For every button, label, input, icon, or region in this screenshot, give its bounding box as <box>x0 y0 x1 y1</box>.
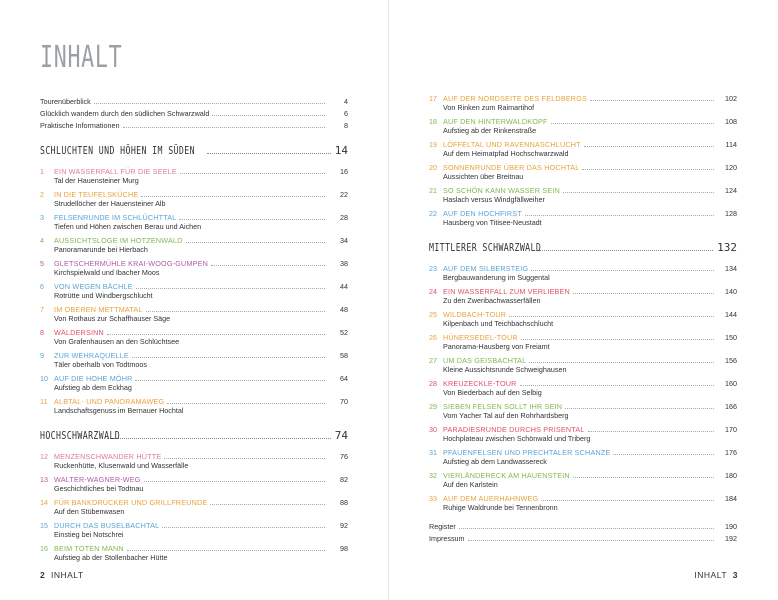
toc-tour-row <box>429 264 737 273</box>
tour-title: SONNENRUNDE ÜBER DAS HOCHTAL <box>443 163 580 172</box>
section-page: 74 <box>334 429 348 442</box>
toc-tour-entry[interactable] <box>429 163 737 181</box>
tour-title: AUSSICHTSLOGE IM HOTZENWALD <box>54 236 183 245</box>
dot-leader <box>135 380 325 381</box>
toc-tour-row <box>429 333 737 342</box>
footer-label: INHALT <box>50 570 84 580</box>
tour-number: 14 <box>40 498 48 507</box>
toc-tour-row <box>429 163 737 172</box>
tour-subtitle: Aufstieg ab der Rinkenstraße <box>443 126 537 135</box>
tour-subtitle: Zu den Zweribachwasserfällen <box>443 296 541 305</box>
toc-tour-row <box>429 356 737 365</box>
tour-title: SO SCHÖN KANN WASSER SEIN <box>443 186 560 195</box>
toc-tour-row <box>429 209 737 218</box>
tour-title: MENZENSCHWANDER HÜTTE <box>54 452 162 461</box>
toc-tour-row <box>40 397 348 406</box>
tour-page: 52 <box>340 328 348 337</box>
toc-tour-row <box>429 402 737 411</box>
section-heading[interactable] <box>40 144 348 157</box>
tour-title: AUF DEN HOCHFIRST <box>443 209 522 218</box>
dot-leader <box>167 403 325 404</box>
toc-front-item[interactable] <box>429 534 737 543</box>
tour-title: KREUZECKLE-TOUR <box>443 379 517 388</box>
dot-leader <box>127 550 325 551</box>
page-footer-right <box>694 570 738 580</box>
tour-page: 22 <box>340 190 348 199</box>
section-page: 132 <box>717 241 737 254</box>
tour-page: 44 <box>340 282 348 291</box>
tour-subtitle: Panoramarunde bei Hierbach <box>54 245 148 254</box>
tour-subtitle: Tal der Hauensteiner Murg <box>54 176 139 185</box>
toc-tour-row <box>40 236 348 245</box>
tour-page: 180 <box>725 471 737 480</box>
tour-page: 120 <box>725 163 737 172</box>
tour-page: 70 <box>340 397 348 406</box>
tour-page: 140 <box>725 287 737 296</box>
tour-title: AUF DEM AUERHAHNWEG <box>443 494 539 503</box>
tour-number: 5 <box>40 259 44 268</box>
tour-title: SIEBEN FELSEN SOLLT IHR SEIN <box>443 402 563 411</box>
tour-title: WALTER-WAGNER-WEG <box>54 475 141 484</box>
dot-leader <box>525 215 714 216</box>
tour-title: FELSENRUNDE IM SCHLÜCHTTAL <box>54 213 177 222</box>
tour-title: BEIM TOTEN MANN <box>54 544 124 553</box>
toc-tour-entry[interactable] <box>429 379 737 397</box>
tour-number: 29 <box>429 402 437 411</box>
toc-tour-row <box>40 328 348 337</box>
tour-title: AUF DEN HINTERWALDKOPF <box>443 117 548 126</box>
tour-number: 11 <box>40 397 48 406</box>
toc-item-title: Tourenüberblick <box>40 97 91 106</box>
dot-leader <box>588 431 714 432</box>
tour-page: 34 <box>340 236 348 245</box>
page-title: INHALT <box>40 40 123 75</box>
tour-page: 170 <box>725 425 737 434</box>
tour-number: 2 <box>40 190 44 199</box>
toc-tour-row <box>429 117 737 126</box>
tour-number: 6 <box>40 282 44 291</box>
tour-number: 4 <box>40 236 44 245</box>
tour-number: 30 <box>429 425 437 434</box>
toc-tour-entry[interactable] <box>40 475 348 493</box>
tour-subtitle: Hochplateau zwischen Schönwald und Triberg <box>443 434 591 443</box>
dot-leader <box>531 270 714 271</box>
dot-leader <box>509 316 714 317</box>
toc-tour-entry[interactable] <box>40 351 348 369</box>
tour-subtitle: Von Biederbach auf den Selbig <box>443 388 542 397</box>
toc-right <box>429 94 737 546</box>
dot-leader <box>210 504 325 505</box>
section-heading[interactable] <box>429 241 737 254</box>
page-footer-left <box>40 570 84 580</box>
toc-tour-row <box>40 351 348 360</box>
toc-tour-entry[interactable] <box>40 236 348 254</box>
dot-leader <box>141 196 325 197</box>
tour-page: 160 <box>725 379 737 388</box>
toc-tour-entry[interactable] <box>40 498 348 516</box>
toc-item-title: Glücklich wandern durch den südlichen Schwarzwald <box>40 109 210 118</box>
tour-page: 124 <box>725 186 737 195</box>
tour-subtitle: Kleine Aussichtsrunde Schweighausen <box>443 365 567 374</box>
toc-item-page: 8 <box>344 121 348 130</box>
tour-title: PFAUENFELSEN UND PRECHTALER SCHANZE <box>443 448 611 457</box>
tour-title: IN DIE TEUFELSKÜCHE <box>54 190 139 199</box>
tour-subtitle: Einstieg bei Notschrei <box>54 530 124 539</box>
tour-number: 16 <box>40 544 48 553</box>
dot-leader <box>107 334 325 335</box>
toc-front-item[interactable] <box>40 109 348 118</box>
dot-leader <box>573 477 714 478</box>
dot-leader <box>541 500 714 501</box>
toc-tour-row <box>429 310 737 319</box>
tour-title: WILDBACH-TOUR <box>443 310 507 319</box>
toc-tour-entry[interactable] <box>429 425 737 443</box>
tour-number: 26 <box>429 333 437 342</box>
tour-title: LÖFFELTAL UND RAVENNASCHLUCHT <box>443 140 581 149</box>
dot-leader <box>94 103 325 104</box>
tour-subtitle: Kilpenbach und Teichbachschlucht <box>443 319 554 328</box>
toc-tour-entry[interactable] <box>429 494 737 512</box>
tour-page: 184 <box>725 494 737 503</box>
dot-leader <box>582 169 714 170</box>
tour-subtitle: Bergbauwanderung im Suggental <box>443 273 550 282</box>
tour-number: 19 <box>429 140 437 149</box>
toc-item-page: 190 <box>725 522 737 531</box>
tour-title: AUF DIE HOHE MÖHR <box>54 374 133 383</box>
toc-item-title: Register <box>429 522 456 531</box>
toc-tour-row <box>40 475 348 484</box>
tour-subtitle: Rotrütte und Windbergschlucht <box>54 291 153 300</box>
tour-subtitle: Haslach versus Windgfällweiher <box>443 195 545 204</box>
tour-page: 108 <box>725 117 737 126</box>
tour-title: GLETSCHERMÜHLE KRAI-WOOG-GUMPEN <box>54 259 208 268</box>
dot-leader <box>180 173 325 174</box>
tour-subtitle: Von Grafenhausen an den Schlüchtsee <box>54 337 180 346</box>
dot-leader <box>164 458 325 459</box>
toc-tour-row <box>429 140 737 149</box>
dot-leader <box>162 527 325 528</box>
toc-tour-entry[interactable] <box>40 259 348 277</box>
toc-tour-row <box>40 452 348 461</box>
tour-page: 166 <box>725 402 737 411</box>
tour-title: DURCH DAS BUSELBACHTAL <box>54 521 160 530</box>
toc-tour-entry[interactable] <box>429 264 737 282</box>
toc-tour-entry[interactable] <box>40 328 348 346</box>
tour-number: 15 <box>40 521 48 530</box>
tour-subtitle: Auf den Karlstein <box>443 480 498 489</box>
tour-title: AUF DER NORDSEITE DES FELDBERGS <box>443 94 587 103</box>
dot-leader <box>459 528 714 529</box>
tour-subtitle: Hausberg von Titisee-Neustadt <box>443 218 542 227</box>
tour-subtitle: Täler oberhalb von Todtmoos <box>54 360 147 369</box>
tour-number: 20 <box>429 163 437 172</box>
toc-tour-entry[interactable] <box>429 287 737 305</box>
tour-title: ZUR WEHRAQUELLE <box>54 351 129 360</box>
dot-leader <box>123 127 325 128</box>
toc-tour-entry[interactable] <box>40 305 348 323</box>
page-number: 3 <box>732 570 738 580</box>
toc-item-title: Impressum <box>429 534 465 543</box>
toc-tour-row <box>40 259 348 268</box>
tour-number: 22 <box>429 209 437 218</box>
toc-tour-row <box>429 287 737 296</box>
toc-tour-entry[interactable] <box>40 282 348 300</box>
tour-title: VON WEGEN BÄCHLE <box>54 282 133 291</box>
section-title: MITTLERER SCHWARZWALD <box>429 241 542 254</box>
tour-title: IM OBEREN METTMATAL <box>54 305 143 314</box>
tour-title: WÄLDERSINN <box>54 328 104 337</box>
tour-number: 12 <box>40 452 48 461</box>
tour-page: 102 <box>725 94 737 103</box>
toc-tour-entry[interactable] <box>40 521 348 539</box>
toc-tour-entry[interactable] <box>429 356 737 374</box>
section-heading[interactable] <box>40 429 348 442</box>
tour-subtitle: Strudellöcher der Hauensteiner Alb <box>54 199 166 208</box>
tour-page: 82 <box>340 475 348 484</box>
tour-title: EIN WASSERFALL FÜR DIE SEELE <box>54 167 177 176</box>
toc-tour-entry[interactable] <box>429 117 737 135</box>
tour-number: 8 <box>40 328 44 337</box>
tour-subtitle: Aufstieg ab dem Eckhag <box>54 383 132 392</box>
tour-number: 25 <box>429 310 437 319</box>
tour-number: 1 <box>40 167 44 176</box>
tour-subtitle: Von Rothaus zur Schaffhauser Säge <box>54 314 171 323</box>
section-page: 14 <box>334 144 348 157</box>
toc-tour-row <box>40 374 348 383</box>
toc-tour-row <box>40 498 348 507</box>
tour-number: 18 <box>429 117 437 126</box>
toc-tour-entry[interactable] <box>40 544 348 562</box>
toc-tour-entry[interactable] <box>40 374 348 392</box>
tour-page: 156 <box>725 356 737 365</box>
tour-subtitle: Kirchspielwald und Ibacher Moos <box>54 268 160 277</box>
tour-page: 38 <box>340 259 348 268</box>
toc-tour-entry[interactable] <box>40 452 348 470</box>
tour-page: 64 <box>340 374 348 383</box>
toc-tour-row <box>40 190 348 199</box>
tour-page: 58 <box>340 351 348 360</box>
dot-leader <box>186 242 325 243</box>
toc-tour-row <box>40 305 348 314</box>
dot-leader <box>520 385 714 386</box>
tour-title: VIERLÄNDERECK AM HAUENSTEIN <box>443 471 570 480</box>
tour-subtitle: Auf den Stübenwasen <box>54 507 125 516</box>
tour-subtitle: Von Rinken zum Raimartihof <box>443 103 535 112</box>
tour-subtitle: Landschaftsgenuss im Bernauer Hochtal <box>54 406 184 415</box>
tour-title: HÜNERSEDEL-TOUR <box>443 333 518 342</box>
tour-number: 10 <box>40 374 48 383</box>
tour-title: AUF DEM SILBERSTEIG <box>443 264 529 273</box>
tour-number: 28 <box>429 379 437 388</box>
dot-leader <box>521 339 714 340</box>
tour-page: 48 <box>340 305 348 314</box>
dot-leader <box>539 250 714 251</box>
tour-title: PARADIESRUNDE DURCHS PRISENTAL <box>443 425 585 434</box>
dot-leader <box>565 408 714 409</box>
tour-number: 24 <box>429 287 437 296</box>
tour-subtitle: Aussichten über Breitnau <box>443 172 524 181</box>
toc-tour-entry[interactable] <box>429 186 737 204</box>
tour-page: 144 <box>725 310 737 319</box>
tour-number: 31 <box>429 448 437 457</box>
tour-number: 33 <box>429 494 437 503</box>
footer-label: INHALT <box>694 570 728 580</box>
tour-subtitle: Auf dem Heimatpfad Hochschwarzwald <box>443 149 569 158</box>
toc-tour-entry[interactable] <box>429 310 737 328</box>
tour-page: 150 <box>725 333 737 342</box>
toc-tour-row <box>40 282 348 291</box>
section-title: HOCHSCHWARZWALD <box>40 429 121 442</box>
toc-front-item[interactable] <box>40 121 348 130</box>
tour-subtitle: Aufstieg ab dem Landwassereck <box>443 457 547 466</box>
dot-leader <box>468 540 714 541</box>
toc-item-title: Praktische Informationen <box>40 121 120 130</box>
tour-subtitle: Tiefen und Höhen zwischen Berau und Aichen <box>54 222 202 231</box>
tour-page: 114 <box>725 140 737 149</box>
dot-leader <box>613 454 714 455</box>
toc-tour-entry[interactable] <box>40 397 348 415</box>
toc-tour-entry[interactable] <box>429 333 737 351</box>
toc-item-page: 192 <box>725 534 737 543</box>
toc-left <box>40 97 348 567</box>
tour-title: UM DAS GEISBACHTAL <box>443 356 527 365</box>
toc-tour-row <box>40 544 348 553</box>
toc-tour-row <box>429 186 737 195</box>
toc-item-page: 4 <box>344 97 348 106</box>
toc-tour-row <box>429 379 737 388</box>
tour-title: ALBTAL- UND PANORAMAWEG <box>54 397 165 406</box>
dot-leader <box>551 123 714 124</box>
toc-tour-entry[interactable] <box>40 190 348 208</box>
tour-number: 9 <box>40 351 44 360</box>
toc-tour-row <box>429 471 737 480</box>
tour-number: 7 <box>40 305 44 314</box>
tour-number: 32 <box>429 471 437 480</box>
dot-leader <box>179 219 325 220</box>
tour-title: EIN WASSERFALL ZUM VERLIEBEN <box>443 287 570 296</box>
tour-subtitle: Ruckenhütte, Klusenwald und Wasserfälle <box>54 461 189 470</box>
tour-page: 176 <box>725 448 737 457</box>
tour-subtitle: Panorama-Hausberg von Freiamt <box>443 342 550 351</box>
tour-page: 76 <box>340 452 348 461</box>
toc-tour-row <box>429 448 737 457</box>
dot-leader <box>136 288 325 289</box>
tour-page: 28 <box>340 213 348 222</box>
dot-leader <box>563 192 714 193</box>
dot-leader <box>212 115 325 116</box>
page-number: 2 <box>40 570 46 580</box>
tour-subtitle: Geschichtliches bei Todtnau <box>54 484 144 493</box>
toc-tour-row <box>40 521 348 530</box>
tour-number: 13 <box>40 475 48 484</box>
tour-page: 128 <box>725 209 737 218</box>
tour-page: 92 <box>340 521 348 530</box>
toc-tour-row <box>40 167 348 176</box>
tour-page: 88 <box>340 498 348 507</box>
toc-tour-entry[interactable] <box>429 448 737 466</box>
dot-leader <box>529 362 714 363</box>
toc-tour-row <box>40 213 348 222</box>
tour-title: FÜR BANKDRÜCKER UND GRILLFREUNDE <box>54 498 208 507</box>
toc-tour-entry[interactable] <box>429 209 737 227</box>
tour-page: 134 <box>725 264 737 273</box>
toc-tour-row <box>429 494 737 503</box>
section-title: SCHLUCHTEN UND HÖHEN IM SÜDEN <box>40 144 195 157</box>
toc-tour-entry[interactable] <box>40 167 348 185</box>
toc-tour-entry[interactable] <box>429 140 737 158</box>
tour-subtitle: Aufstieg ab der Stollenbacher Hütte <box>54 553 168 562</box>
toc-tour-entry[interactable] <box>429 471 737 489</box>
tour-number: 17 <box>429 94 437 103</box>
toc-front-item[interactable] <box>40 97 348 106</box>
tour-subtitle: Ruhige Waldrunde bei Tennenbronn <box>443 503 558 512</box>
dot-leader <box>107 438 331 439</box>
dot-leader <box>573 293 714 294</box>
dot-leader <box>590 100 714 101</box>
toc-front-item[interactable] <box>429 522 737 531</box>
dot-leader <box>584 146 714 147</box>
dot-leader <box>146 311 325 312</box>
toc-item-page: 6 <box>344 109 348 118</box>
toc-tour-entry[interactable] <box>429 402 737 420</box>
tour-number: 3 <box>40 213 44 222</box>
toc-tour-row <box>429 425 737 434</box>
dot-leader <box>144 481 325 482</box>
tour-page: 16 <box>340 167 348 176</box>
tour-subtitle: Vom Yacher Tal auf den Rohrhardsberg <box>443 411 569 420</box>
toc-tour-row <box>429 94 737 103</box>
toc-tour-entry[interactable] <box>40 213 348 231</box>
toc-tour-entry[interactable] <box>429 94 737 112</box>
dot-leader <box>132 357 325 358</box>
tour-number: 21 <box>429 186 437 195</box>
right-page <box>389 0 778 600</box>
tour-number: 27 <box>429 356 437 365</box>
dot-leader <box>211 265 325 266</box>
tour-number: 23 <box>429 264 437 273</box>
dot-leader <box>207 153 331 154</box>
tour-page: 98 <box>340 544 348 553</box>
